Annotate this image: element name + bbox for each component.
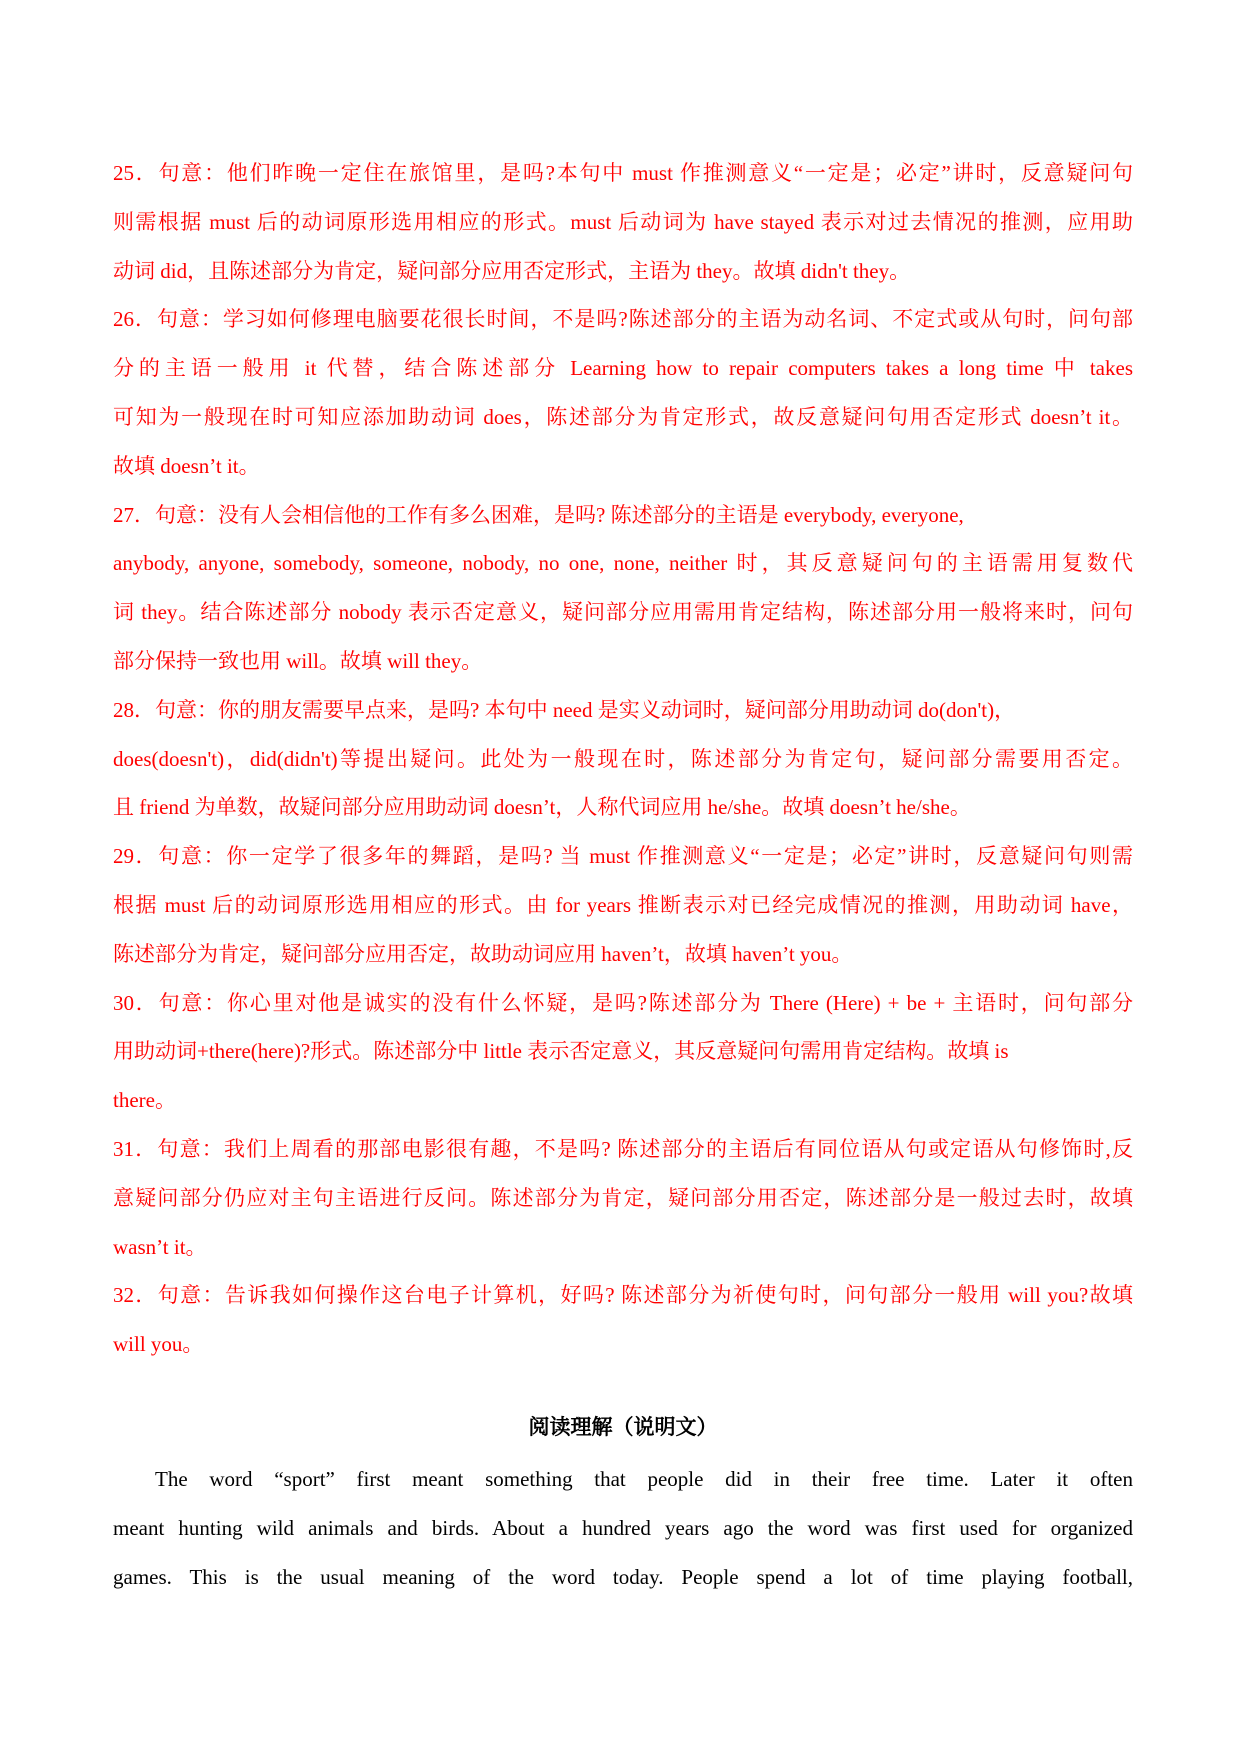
answer-line: 分的主语一般用 it 代替，结合陈述部分 Learning how to repair computers takes a long time 中 takes	[113, 356, 1133, 381]
answer-line: 30．句意：你心里对他是诚实的没有什么怀疑，是吗?陈述部分为 There (Here) + be + 主语时，问句部分	[113, 990, 1133, 1015]
answer-line: does(doesn't)，did(didn't)等提出疑问。此处为一般现在时，陈述部分为肯定句，疑问部分需要用否定。	[113, 746, 1133, 771]
answer-line: 故填 doesn’t it。	[113, 453, 260, 478]
section-title: 阅读理解（说明文）	[528, 1415, 718, 1439]
answer-line: 且 friend 为单数，故疑问部分应用助动词 doesn’t，人称代词应用 he/she。故填 doesn’t he/she。	[113, 795, 971, 820]
answer-line: wasn’t it。	[113, 1234, 207, 1259]
answer-line: 动词 did，且陈述部分为肯定，疑问部分应用否定形式，主语为 they。故填 didn't they。	[113, 258, 911, 283]
answer-item-28	[113, 686, 1133, 832]
answer-list	[113, 149, 1133, 1369]
passage-line: The word “sport” first meant something that people did in their free time. Later it often	[155, 1467, 1133, 1491]
answer-line: 32．句意：告诉我如何操作这台电子计算机，好吗? 陈述部分为祈使句时，问句部分一般用 will you?故填	[113, 1283, 1133, 1308]
answer-item-31	[113, 1125, 1133, 1271]
answer-line: 29．句意：你一定学了很多年的舞蹈，是吗? 当 must 作推测意义“一定是；必定”讲时，反意疑问句则需	[113, 844, 1133, 869]
answer-line: will you。	[113, 1332, 204, 1357]
answer-line: 根据 must 后的动词原形选用相应的形式。由 for years 推断表示对已经完成情况的推测，用助动词 have，	[113, 892, 1133, 917]
answer-line: 可知为一般现在时可知应添加助动词 does，陈述部分为肯定形式，故反意疑问句用否定形式 doesn’t it。	[113, 404, 1133, 429]
answer-line: 25．句意：他们昨晚一定住在旅馆里，是吗?本句中 must 作推测意义“一定是；必定”讲时，反意疑问句	[113, 161, 1133, 185]
answer-line: 用助动词+there(here)?形式。陈述部分中 little 表示否定意义，其反意疑问句需用肯定结构。故填 is	[113, 1039, 1009, 1064]
answer-item-30	[113, 979, 1133, 1125]
answer-line: 意疑问部分仍应对主句主语进行反问。陈述部分为肯定，疑问部分用否定，陈述部分是一般过去时，故填	[113, 1185, 1133, 1210]
answer-line: 28．句意：你的朋友需要早点来，是吗? 本句中 need 是实义动词时，疑问部分用助动词 do(don't)，	[113, 697, 1016, 722]
answer-item-32	[113, 1271, 1133, 1369]
answer-item-26	[113, 295, 1133, 490]
passage-line: games. This is the usual meaning of the word today. People spend a lot of time playing football,	[113, 1564, 1133, 1589]
answer-line: 则需根据 must 后的动词原形选用相应的形式。must 后动词为 have stayed 表示对过去情况的推测，应用助	[113, 209, 1133, 234]
answer-line: 27．句意：没有人会相信他的工作有多么困难，是吗? 陈述部分的主语是 everybody, everyone,	[113, 502, 964, 527]
answer-line: 部分保持一致也用 will。故填 will they。	[113, 648, 483, 673]
answer-line: anybody, anyone, somebody, someone, nobody, no one, none, neither 时，其反意疑问句的主语需用复数代	[113, 551, 1133, 576]
answer-item-25	[113, 149, 1133, 295]
answer-item-27	[113, 491, 1133, 686]
passage-line: meant hunting wild animals and birds. About a hundred years ago the word was first used for organized	[113, 1515, 1133, 1540]
answer-line: 陈述部分为肯定，疑问部分应用否定，故助动词应用 haven’t，故填 haven’t you。	[113, 941, 853, 966]
answer-line: 26．句意：学习如何修理电脑要花很长时间，不是吗?陈述部分的主语为动名词、不定式或从句时，问句部	[113, 307, 1133, 332]
answer-line: there。	[113, 1088, 176, 1113]
answer-line: 31．句意：我们上周看的那部电影很有趣，不是吗? 陈述部分的主语后有同位语从句或定语从句修饰时,反	[113, 1136, 1133, 1161]
answer-item-29	[113, 832, 1133, 978]
answer-line: 词 they。结合陈述部分 nobody 表示否定意义，疑问部分应用需用肯定结构，陈述部分用一般将来时，问句	[113, 600, 1133, 625]
passage-paragraph	[113, 1455, 1133, 1601]
